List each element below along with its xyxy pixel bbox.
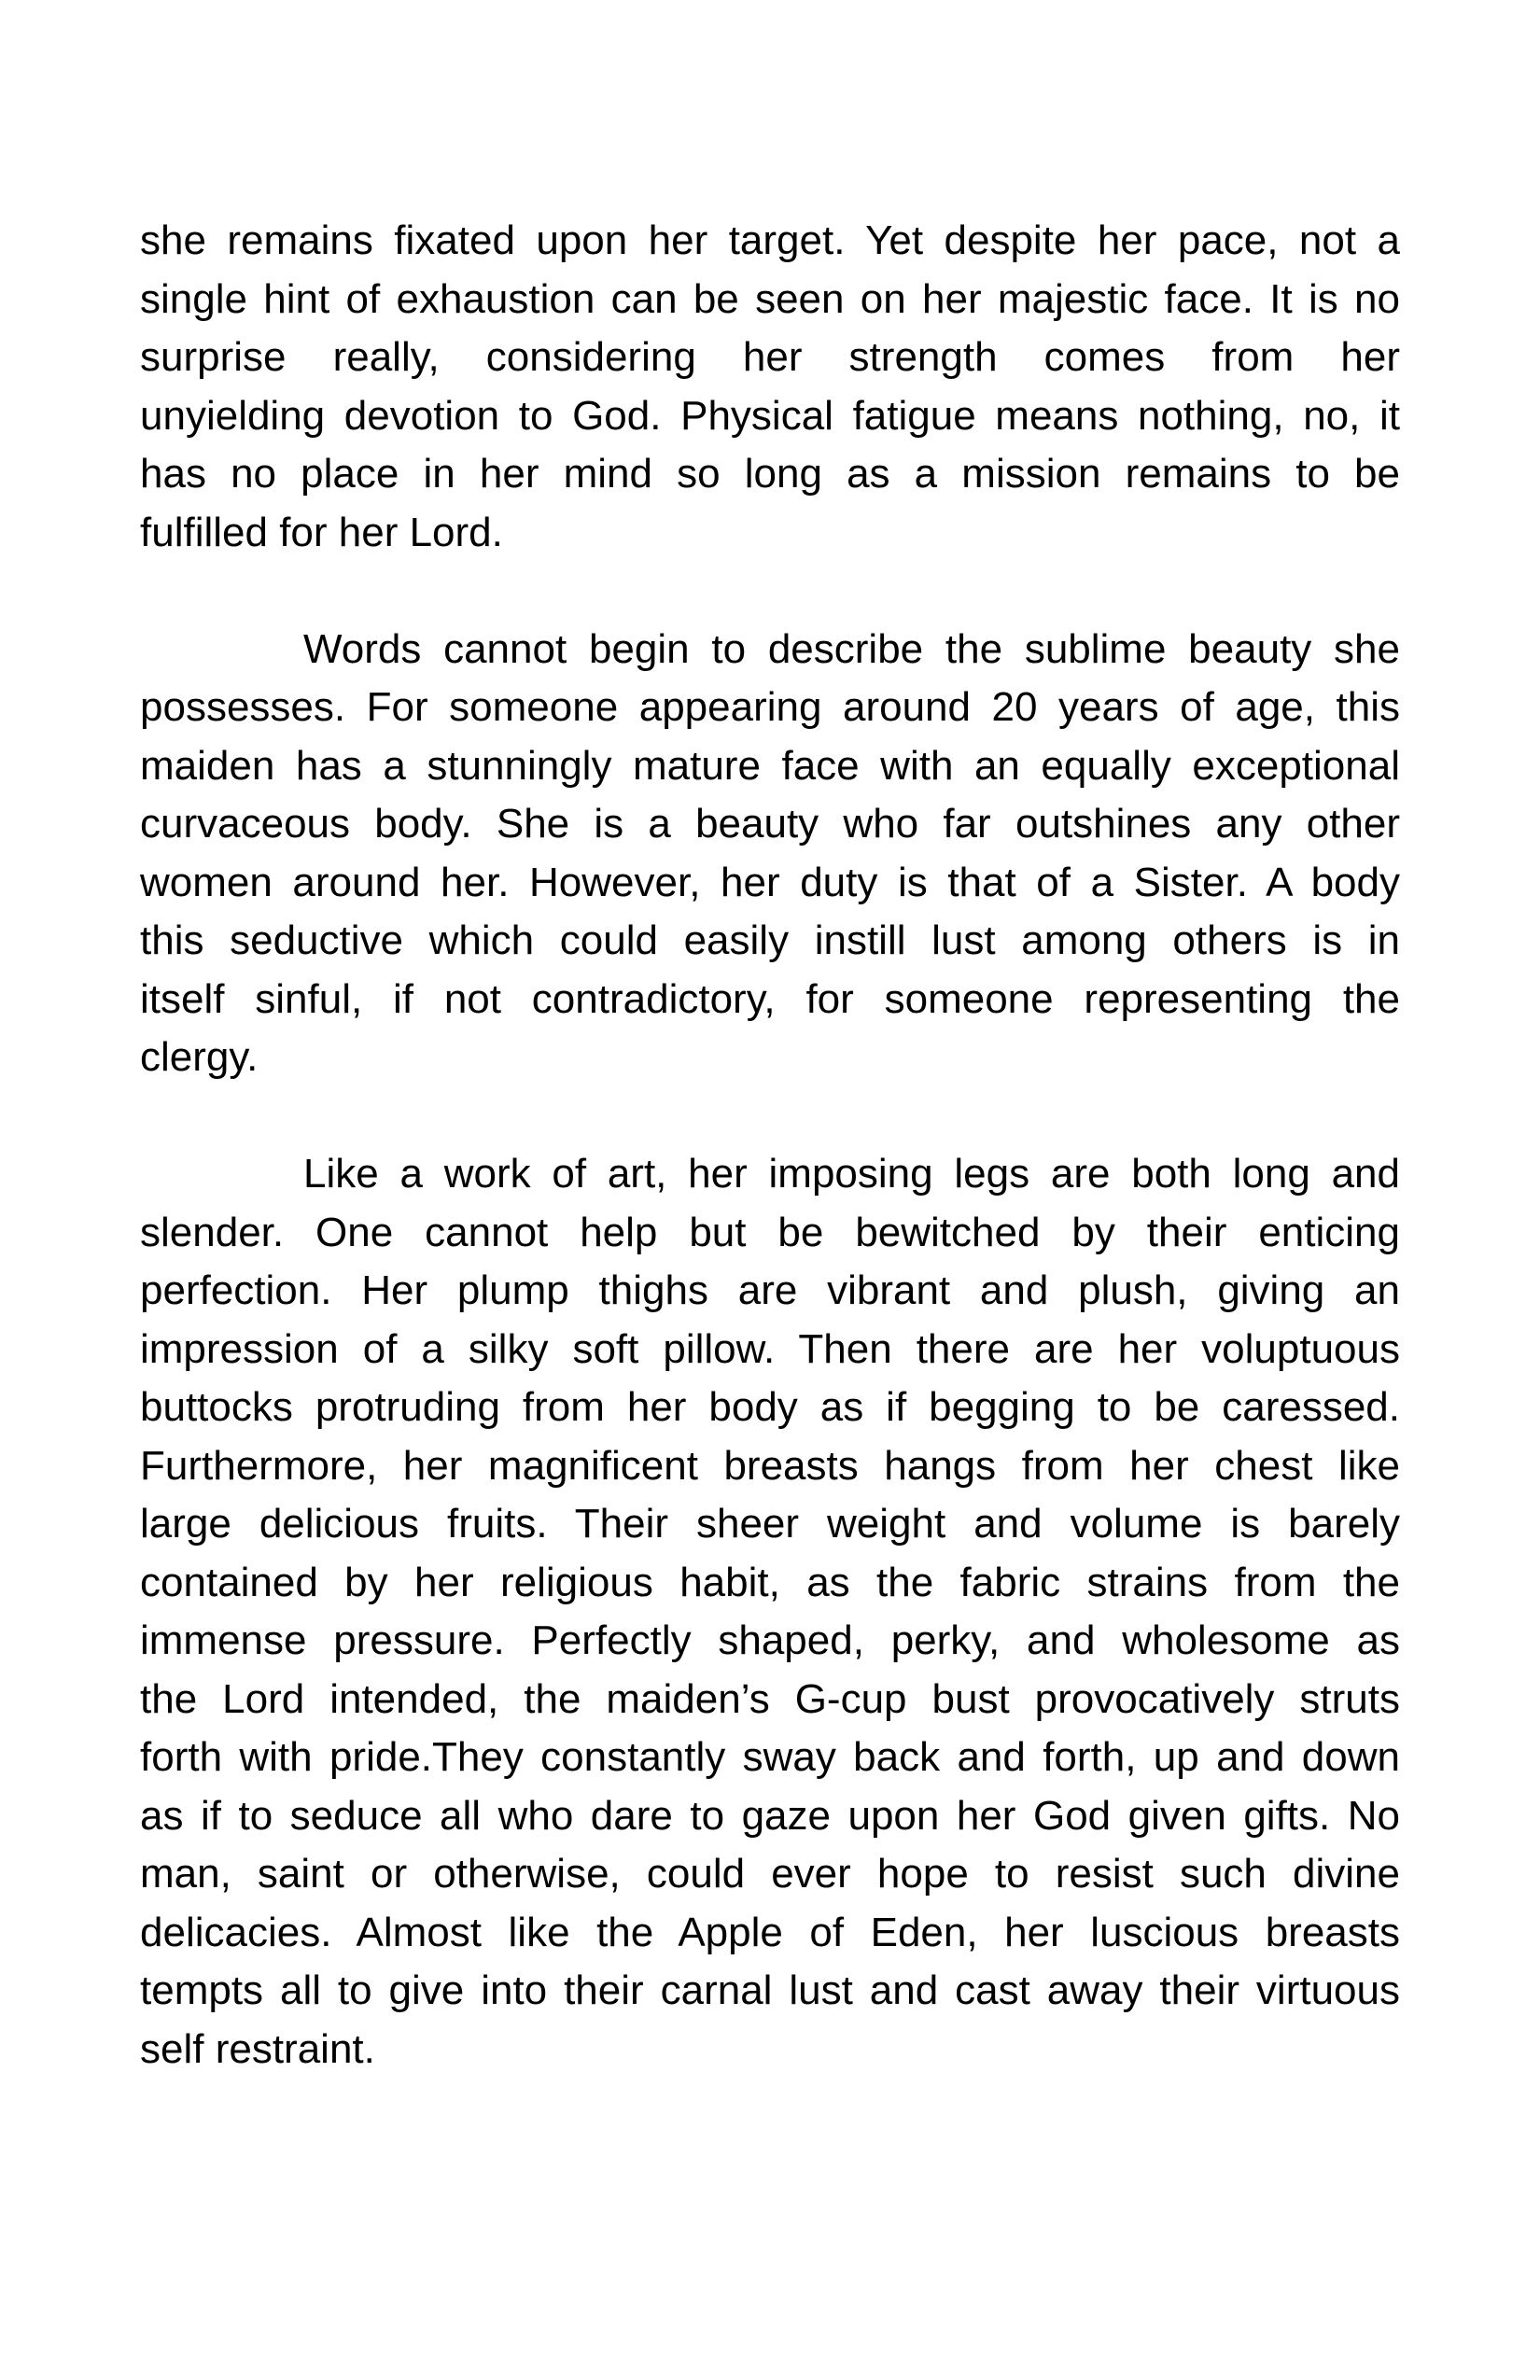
text-line: immense pressure. Perfectly shaped, perky, and wholesome as — [140, 1617, 1400, 1663]
text-paragraph — [140, 621, 1400, 1087]
text-line: buttocks protruding from her body as if begging to be caressed. — [140, 1384, 1400, 1430]
text-line: Words cannot begin to describe the sublime beauty she — [303, 625, 1400, 672]
text-line: man, saint or otherwise, could ever hope to resist such divine — [140, 1851, 1400, 1897]
text-paragraph — [140, 1145, 1400, 2079]
text-line: forth with pride.They constantly sway back and forth, up and down — [140, 1734, 1400, 1780]
text-line: slender. One cannot help but be bewitched by their enticing — [140, 1209, 1400, 1255]
text-line: maiden has a stunningly mature face with an equally exceptional — [140, 742, 1400, 789]
text-line: as if to seduce all who dare to gaze upon her God given gifts. No — [140, 1792, 1400, 1839]
text-line: impression of a silky soft pillow. Then there are her voluptuous — [140, 1325, 1400, 1372]
text-line: delicacies. Almost like the Apple of Eden, her luscious breasts — [140, 1909, 1400, 1955]
text-line: has no place in her mind so long as a mission remains to be — [140, 451, 1400, 497]
text-line: tempts all to give into their carnal lust and cast away their virtuous — [140, 1967, 1400, 2013]
text-line: surprise really, considering her strength comes from her — [140, 334, 1400, 380]
text-line: she remains fixated upon her target. Yet despite her pace, not a — [140, 217, 1400, 263]
text-line: curvaceous body. She is a beauty who far outshines any other — [140, 801, 1400, 847]
text-line: possesses. For someone appearing around 20 years of age, this — [140, 684, 1400, 730]
text-line: unyielding devotion to God. Physical fatigue means nothing, no, it — [140, 392, 1400, 439]
text-line: large delicious fruits. Their sheer weight and volume is barely — [140, 1501, 1400, 1547]
text-line: perfection. Her plump thighs are vibrant and plush, giving an — [140, 1267, 1400, 1313]
text-paragraph — [140, 212, 1400, 562]
document-text-block — [140, 212, 1400, 2137]
text-line: the Lord intended, the maiden’s G-cup bust provocatively struts — [140, 1675, 1400, 1722]
text-line: single hint of exhaustion can be seen on her majestic face. It is no — [140, 275, 1400, 322]
text-line: itself sinful, if not contradictory, for someone representing the — [140, 975, 1400, 1022]
text-line: contained by her religious habit, as the fabric strains from the — [140, 1559, 1400, 1605]
text-line: this seductive which could easily instill lust among others is in — [140, 917, 1400, 963]
text-line: clergy. — [140, 1034, 259, 1080]
text-line: women around her. However, her duty is that of a Sister. A body — [140, 859, 1400, 905]
text-line: Like a work of art, her imposing legs are both long and — [303, 1151, 1400, 1197]
text-line: Furthermore, her magnificent breasts hangs from her chest like — [140, 1442, 1400, 1489]
text-line: self restraint. — [140, 2025, 375, 2072]
text-line: fulfilled for her Lord. — [140, 509, 503, 555]
